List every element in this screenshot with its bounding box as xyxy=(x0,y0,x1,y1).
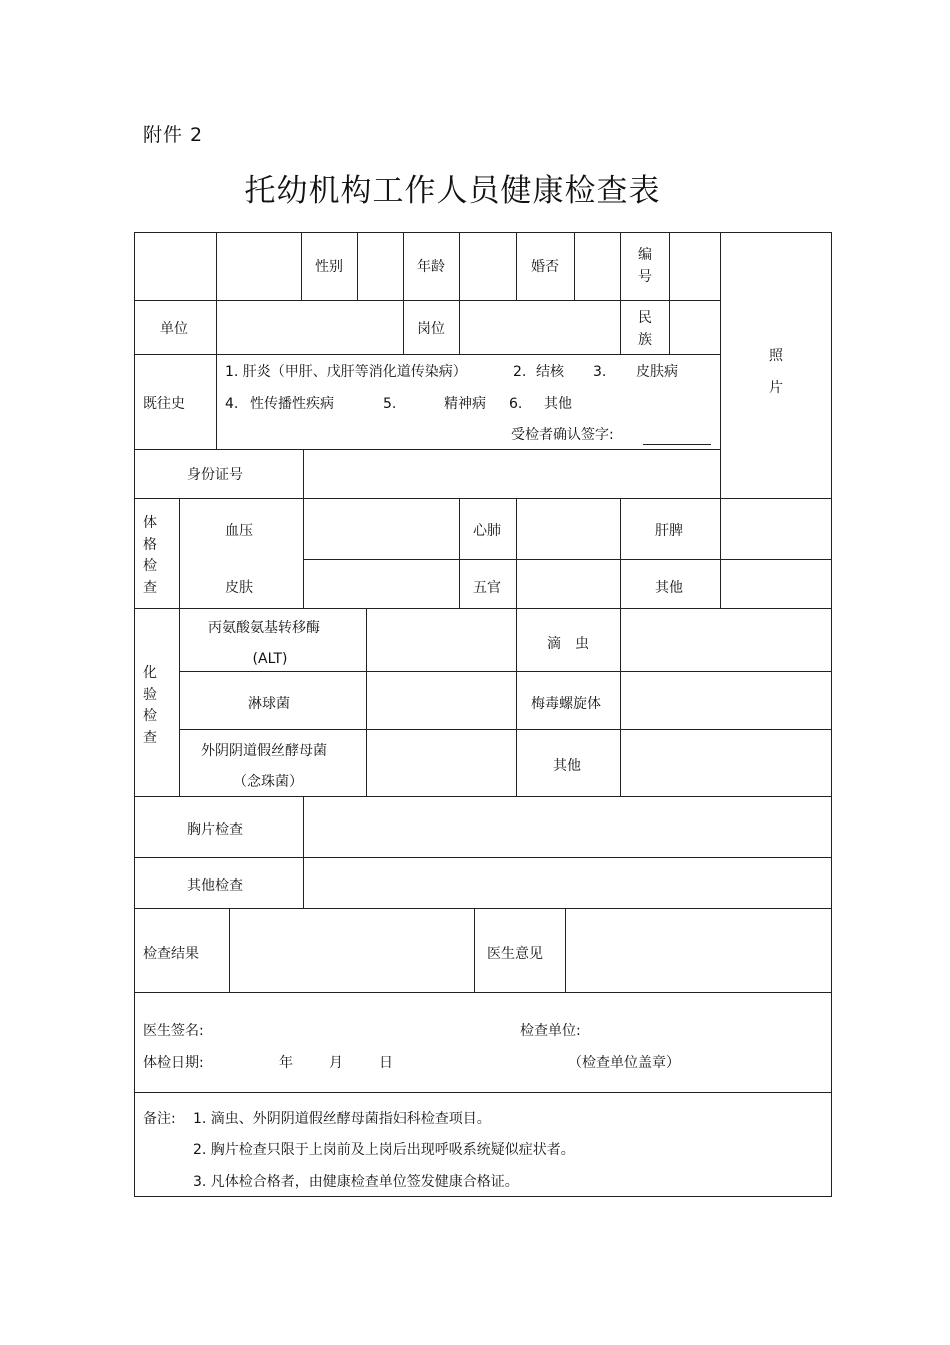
rule-v xyxy=(620,498,621,609)
note-item: 3. 凡体检合格者，由健康检查单位签发健康合格证。 xyxy=(193,1174,519,1190)
confirm-signature-line[interactable] xyxy=(643,444,711,445)
history-tb: 结核 xyxy=(536,364,564,380)
gonococcus-label: 淋球菌 xyxy=(248,696,290,712)
heart-lung-field[interactable] xyxy=(517,499,620,559)
history-std: 性传播性疾病 xyxy=(250,396,334,412)
trichomonas-field[interactable] xyxy=(621,609,831,671)
form-title: 托幼机构工作人员健康检查表 xyxy=(244,173,661,209)
rule-v xyxy=(179,608,180,797)
post-label: 岗位 xyxy=(417,321,445,337)
lab-label: 化 验 检 查 xyxy=(143,665,157,746)
name-field[interactable] xyxy=(135,233,216,300)
candida-label-line2: （念珠菌） xyxy=(233,774,303,790)
gonococcus-field[interactable] xyxy=(367,672,516,729)
id-card-label: 身份证号 xyxy=(187,467,243,483)
physical-label: 体 格 检 查 xyxy=(143,515,157,596)
history-mental: 精神病 xyxy=(444,396,486,412)
age-label: 年龄 xyxy=(417,259,445,275)
notes-label: 备注: xyxy=(143,1111,176,1127)
seal-note: （检查单位盖章） xyxy=(568,1055,680,1071)
rule-v xyxy=(216,232,217,301)
ethnicity-label: 民 族 xyxy=(638,310,652,348)
alt-label-line2: (ALT) xyxy=(252,651,288,667)
skin-field[interactable] xyxy=(304,560,459,608)
confirm-signature-label: 受检者确认签字: xyxy=(511,427,614,443)
history-label: 既往史 xyxy=(143,396,185,412)
blood-pressure-label: 血压 xyxy=(225,523,253,539)
rule-v xyxy=(516,608,517,797)
attachment-label: 附件 2 xyxy=(143,124,204,146)
rule-row13 xyxy=(134,1092,832,1093)
syphilis-label: 梅毒螺旋体 xyxy=(531,696,601,712)
rule-v xyxy=(301,232,302,301)
chest-xray-label: 胸片检查 xyxy=(187,822,243,838)
number-field[interactable] xyxy=(670,233,720,300)
history-hepatitis: 1. 肝炎（甲肝、戊肝等消化道传染病） xyxy=(225,364,467,380)
history-tb-num: 2. xyxy=(513,364,527,380)
lab-other-field[interactable] xyxy=(621,730,831,796)
doctor-opinion-label: 医生意见 xyxy=(487,946,543,962)
unit-label: 单位 xyxy=(160,321,188,337)
rule-v xyxy=(516,232,517,301)
rule-v xyxy=(720,232,721,499)
rule-row12 xyxy=(134,992,832,993)
marital-label: 婚否 xyxy=(531,259,559,275)
id-card-field[interactable] xyxy=(304,450,720,498)
border-bottom xyxy=(134,1196,832,1197)
rule-v xyxy=(459,498,460,609)
history-std-num: 4. xyxy=(225,396,239,412)
age-field[interactable] xyxy=(460,233,516,300)
result-label: 检查结果 xyxy=(143,946,199,962)
exam-date-day: 日 xyxy=(379,1055,393,1071)
other-exam-label: 其他检查 xyxy=(187,878,243,894)
doctor-signature-label: 医生签名: xyxy=(143,1023,204,1039)
alt-label-line1: 丙氨酸氨基转移酶 xyxy=(208,620,320,636)
candida-label-line1: 外阴阴道假丝酵母菌 xyxy=(201,743,327,759)
border-left xyxy=(134,232,135,1197)
exam-date-label: 体检日期: xyxy=(143,1055,204,1071)
history-other: 其他 xyxy=(544,396,572,412)
border-right xyxy=(831,232,832,1197)
heart-lung-label: 心肺 xyxy=(473,523,501,539)
result-field[interactable] xyxy=(230,909,474,992)
doctor-opinion-field[interactable] xyxy=(566,909,831,992)
gender-label: 性别 xyxy=(315,259,343,275)
unit-field[interactable] xyxy=(217,301,403,354)
candida-field[interactable] xyxy=(367,730,516,796)
alt-field[interactable] xyxy=(367,609,516,671)
rule-row2 xyxy=(134,354,720,355)
rule-v xyxy=(216,354,217,450)
rule-v xyxy=(474,908,475,993)
physical-other-label: 其他 xyxy=(655,580,683,596)
rule-v xyxy=(403,300,404,355)
facial-field[interactable] xyxy=(517,560,620,608)
gender-field[interactable] xyxy=(358,233,403,300)
skin-label: 皮肤 xyxy=(225,580,253,596)
other-exam-field[interactable] xyxy=(304,858,831,908)
chest-xray-field[interactable] xyxy=(304,797,831,857)
history-mental-num: 5. xyxy=(383,396,397,412)
liver-spleen-label: 肝脾 xyxy=(655,523,683,539)
exam-unit-label: 检查单位: xyxy=(520,1023,581,1039)
history-skin-num: 3. xyxy=(593,364,607,380)
number-label: 编 号 xyxy=(638,247,652,285)
rule-v xyxy=(620,232,621,355)
rule-v xyxy=(403,232,404,301)
ethnicity-field[interactable] xyxy=(670,301,720,354)
trichomonas-label: 滴 虫 xyxy=(547,636,589,652)
liver-spleen-field[interactable] xyxy=(721,499,831,559)
photo-label: 照 片 xyxy=(769,348,783,396)
physical-other-field[interactable] xyxy=(721,560,831,608)
post-field[interactable] xyxy=(460,301,620,354)
exam-date-month: 月 xyxy=(329,1055,343,1071)
exam-date-year: 年 xyxy=(279,1055,293,1071)
facial-label: 五官 xyxy=(473,580,501,596)
lab-other-label: 其他 xyxy=(553,758,581,774)
rule-v xyxy=(179,498,180,609)
history-other-num: 6. xyxy=(509,396,523,412)
history-skin: 皮肤病 xyxy=(636,364,678,380)
note-item: 2. 胸片检查只限于上岗前及上岗后出现呼吸系统疑似症状者。 xyxy=(193,1142,575,1158)
note-item: 1. 滴虫、外阴阴道假丝酵母菌指妇科检查项目。 xyxy=(193,1111,491,1127)
syphilis-field[interactable] xyxy=(621,672,831,729)
blood-pressure-field[interactable] xyxy=(304,499,459,559)
marital-field[interactable] xyxy=(575,233,620,300)
